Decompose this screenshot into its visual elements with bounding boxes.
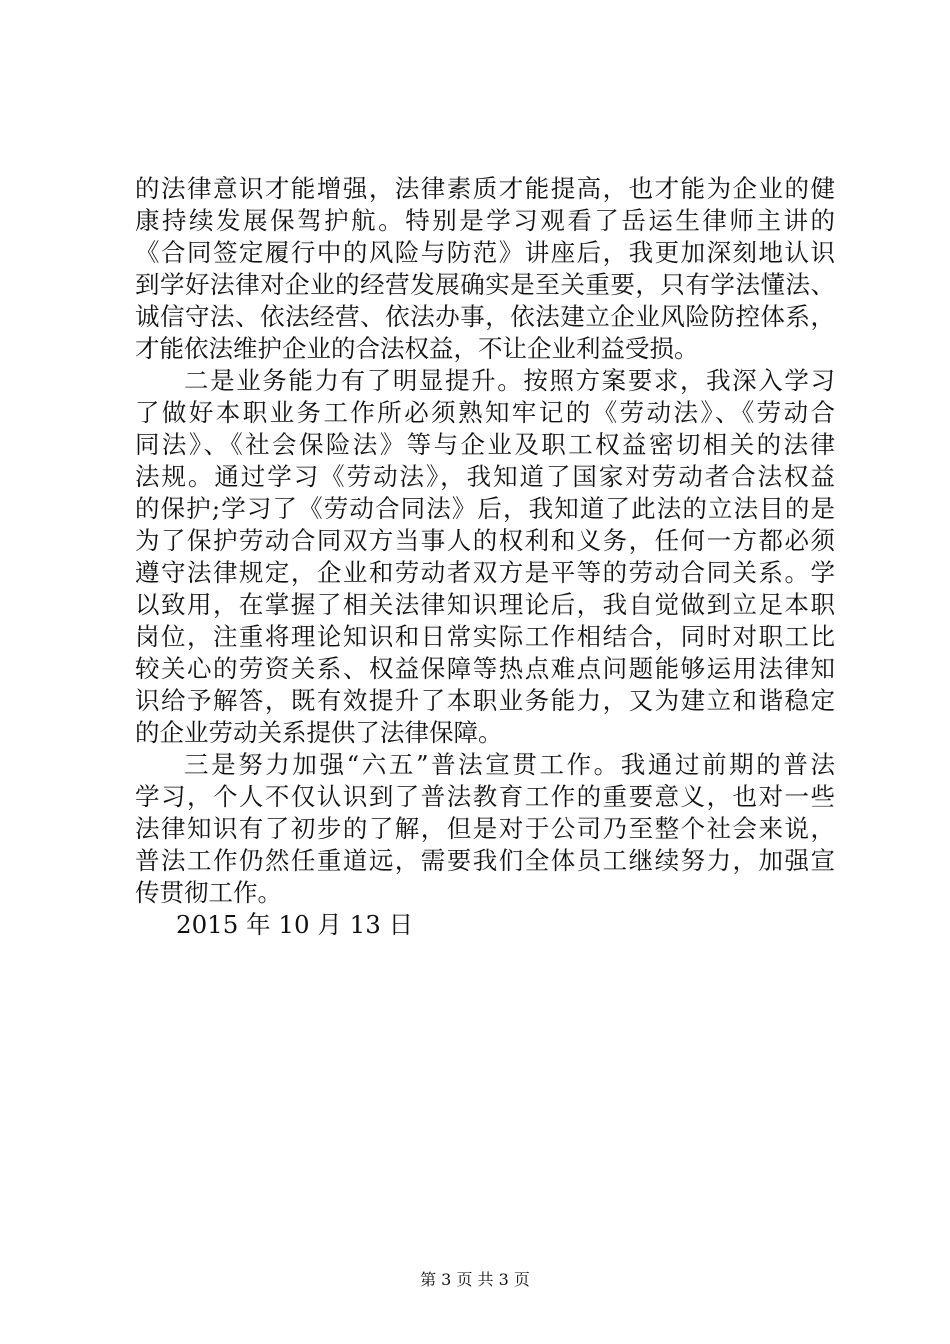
paragraph-3 — [135, 749, 835, 909]
text-line: 学习，个人不仅认识到了普法教育工作的重要意义，也对一些 — [135, 782, 835, 811]
text-line: 普法工作仍然任重道远，需要我们全体员工继续努力，加强宣 — [135, 846, 835, 875]
text-line: 岗位，注重将理论知识和日常实际工作相结合，同时对职工比 — [135, 622, 835, 651]
paragraph-1 — [135, 173, 835, 365]
document-date: 2015 年 10 月 13 日 — [176, 910, 414, 939]
text-line: 遵守法律规定，企业和劳动者双方是平等的劳动合同关系。学 — [135, 558, 835, 587]
text-line: 同法》、《社会保险法》等与企业及职工权益密切相关的法律 — [135, 430, 835, 459]
text-line: 到学好法律对企业的经营发展确实是至关重要，只有学法懂法、 — [135, 270, 835, 299]
text-line: 的法律意识才能增强，法律素质才能提高，也才能为企业的健 — [135, 174, 835, 203]
text-line: 才能依法维护企业的合法权益，不让企业利益受损。 — [135, 334, 699, 363]
text-line: 的保护;学习了《劳动合同法》后，我知道了此法的立法目的是 — [135, 494, 835, 523]
text-line: 以致用，在掌握了相关法律知识理论后，我自觉做到立足本职 — [135, 590, 835, 619]
text-line: 二是业务能力有了明显提升。按照方案要求，我深入学习 — [184, 366, 835, 395]
text-line: 识给予解答，既有效提升了本职业务能力，又为建立和谐稳定 — [135, 686, 835, 715]
text-line: 三是努力加强“六五”普法宣贯工作。我通过前期的普法 — [184, 750, 835, 779]
text-line: 法律知识有了初步的了解，但是对于公司乃至整个社会来说， — [135, 814, 835, 843]
text-line: 了做好本职业务工作所必须熟知牢记的《劳动法》、《劳动合 — [135, 398, 835, 427]
text-line: 法规。通过学习《劳动法》，我知道了国家对劳动者合法权益 — [135, 462, 835, 491]
text-line: 的企业劳动关系提供了法律保障。 — [135, 718, 503, 747]
page-footer: 第 3 页 共 3 页 — [420, 1270, 530, 1289]
paragraph-2 — [135, 365, 835, 749]
text-line: 诚信守法、依法经营、依法办事，依法建立企业风险防控体系， — [135, 302, 835, 331]
text-line: 康持续发展保驾护航。特别是学习观看了岳运生律师主讲的 — [135, 206, 835, 235]
text-line: 传贯彻工作。 — [135, 878, 282, 907]
text-line: 较关心的劳资关系、权益保障等热点难点问题能够运用法律知 — [135, 654, 835, 683]
body-text — [135, 173, 835, 941]
text-line: 为了保护劳动合同双方当事人的权利和义务，任何一方都必须 — [135, 526, 835, 555]
text-line: 《合同签定履行中的风险与防范》讲座后，我更加深刻地认识 — [135, 238, 835, 267]
